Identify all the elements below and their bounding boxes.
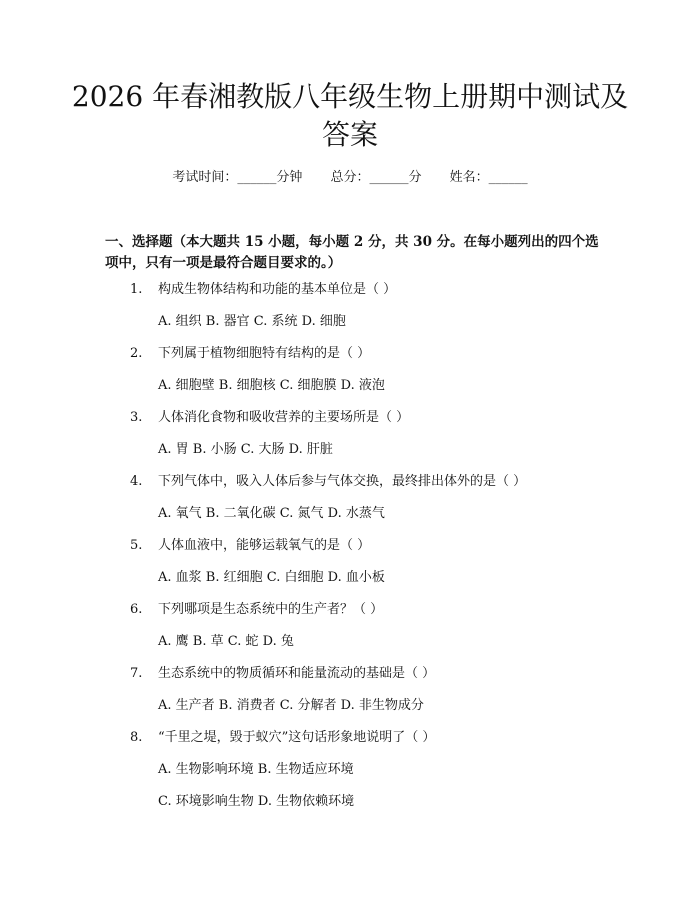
question-options: A. 细胞壁 B. 细胞核 C. 细胞膜 D. 液泡 bbox=[158, 378, 385, 393]
question-options: C. 环境影响生物 D. 生物依赖环境 bbox=[158, 794, 355, 809]
question-text: 生态系统中的物质循环和能量流动的基础是（ ） bbox=[158, 666, 436, 681]
question-options: A. 组织 B. 器官 C. 系统 D. 细胞 bbox=[158, 314, 346, 329]
question-number: 8. bbox=[130, 730, 143, 745]
question-options: A. 氧气 B. 二氧化碳 C. 氮气 D. 水蒸气 bbox=[158, 506, 385, 521]
question-item bbox=[130, 473, 610, 491]
question-text: 下列气体中，吸入人体后参与气体交换，最终排出体外的是（ ） bbox=[158, 474, 527, 489]
question-item bbox=[130, 345, 610, 363]
question-number: 2. bbox=[130, 346, 143, 361]
question-item bbox=[130, 601, 610, 619]
question-number: 3. bbox=[130, 410, 143, 425]
question-text: 构成生物体结构和功能的基本单位是（ ） bbox=[158, 282, 397, 297]
question-number: 5. bbox=[130, 538, 143, 553]
question-number: 1. bbox=[130, 282, 143, 297]
question-number: 7. bbox=[130, 666, 143, 681]
question-options: A. 胃 B. 小肠 C. 大肠 D. 肝脏 bbox=[158, 442, 333, 457]
question-text: 下列哪项是生态系统中的生产者？（ ） bbox=[158, 602, 384, 617]
question-item bbox=[130, 409, 610, 427]
question-options: A. 生物影响环境 B. 生物适应环境 bbox=[158, 762, 354, 777]
question-text: 人体消化食物和吸收营养的主要场所是（ ） bbox=[158, 410, 410, 425]
question-text: 人体血液中，能够运载氧气的是（ ） bbox=[158, 538, 371, 553]
question-item bbox=[130, 537, 610, 555]
question-options: A. 生产者 B. 消费者 C. 分解者 D. 非生物成分 bbox=[158, 698, 424, 713]
exam-info-line bbox=[0, 169, 700, 187]
question-number: 6. bbox=[130, 602, 143, 617]
question-item bbox=[130, 729, 610, 747]
total-score-field: 总分：______分 bbox=[330, 170, 422, 185]
question-number: 4. bbox=[130, 474, 143, 489]
question-item bbox=[130, 665, 610, 683]
question-options: A. 鹰 B. 草 C. 蛇 D. 兔 bbox=[158, 634, 294, 649]
document-title: 2026 年春湘教版八年级生物上册期中测试及答案 bbox=[71, 80, 629, 151]
question-item bbox=[130, 281, 610, 299]
exam-time-field: 考试时间：______分钟 bbox=[172, 170, 303, 185]
student-name-field: 姓名：______ bbox=[449, 170, 528, 185]
question-text: “千里之堤，毁于蚁穴”这句话形象地说明了（ ） bbox=[158, 730, 436, 745]
question-text: 下列属于植物细胞特有结构的是（ ） bbox=[158, 346, 371, 361]
question-options: A. 血浆 B. 红细胞 C. 白细胞 D. 血小板 bbox=[158, 570, 385, 585]
section-heading: 一、选择题（本大题共 15 小题，每小题 2 分，共 30 分。在每小题列出的四个选项中，只有一项是最符合题目要求的。） bbox=[105, 234, 599, 271]
